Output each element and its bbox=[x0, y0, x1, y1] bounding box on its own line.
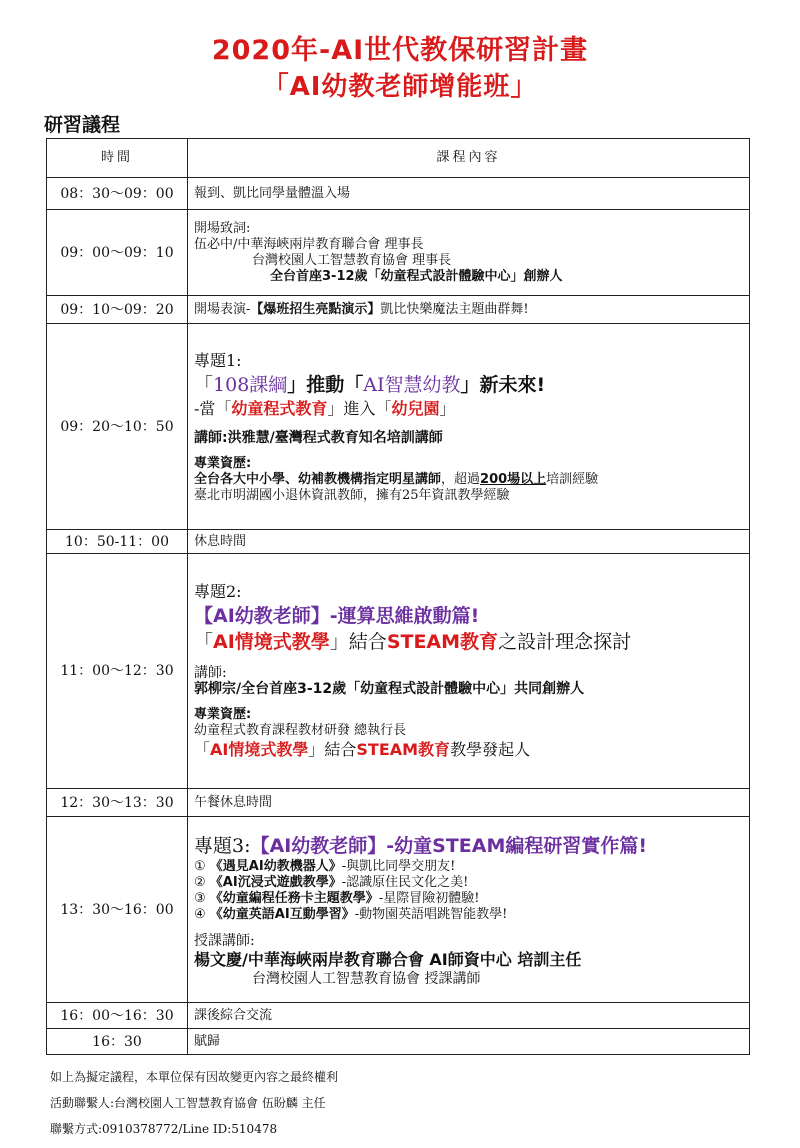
opening-label: 開場致詞: bbox=[194, 220, 251, 236]
text-segment: 【AI幼教老師】-幼童STEAM編程研習實作篇! bbox=[250, 834, 648, 857]
topic-headline bbox=[194, 372, 743, 398]
text-segment: -與凱比同學交朋友! bbox=[341, 858, 456, 874]
time-cell: 10：50-11：00 bbox=[47, 530, 188, 554]
table-header-row bbox=[47, 139, 750, 178]
text-segment: 《幼童編程任務卡主題教學》 bbox=[209, 890, 379, 906]
text-segment: 「 bbox=[194, 373, 214, 396]
text-segment: -動物園英語唱跳智能教學! bbox=[354, 906, 508, 922]
text-segment: 《AI沉浸式遊戲教學》 bbox=[209, 874, 342, 890]
time-cell: 16：00～16：30 bbox=[47, 1003, 188, 1029]
text-segment: AI情境式教學 bbox=[210, 740, 309, 759]
text-segment: 」推動「 bbox=[287, 373, 364, 396]
time-cell: 11：00～12：30 bbox=[47, 554, 188, 789]
time-cell: 08：30～09：00 bbox=[47, 178, 188, 210]
experience-line bbox=[194, 472, 743, 488]
text-segment: 」進入「 bbox=[327, 398, 392, 418]
schedule-table bbox=[46, 138, 750, 1055]
speaker-label: 講師: bbox=[194, 665, 227, 681]
content-cell bbox=[188, 296, 750, 324]
text-segment: AI情境式教學 bbox=[213, 631, 330, 653]
footer-contact: 活動聯繫人:台灣校園人工智慧教育協會 伍盼麟 主任 bbox=[50, 1096, 326, 1110]
content-cell bbox=[188, 210, 750, 296]
speaker-line: 台灣校園人工智慧教育協會 授課講師 bbox=[252, 970, 481, 987]
time-cell: 09：10～09：20 bbox=[47, 296, 188, 324]
text-segment: -認識原住民文化之美! bbox=[341, 874, 469, 890]
content-cell: 報到、凱比同學量體溫入場 bbox=[188, 178, 750, 210]
text-segment: 《幼童英語AI互動學習》 bbox=[209, 906, 355, 922]
content-cell: 休息時間 bbox=[188, 530, 750, 554]
speaker-line: 伍必中/中華海峽兩岸教育聯合會 理事長 bbox=[194, 236, 424, 252]
list-item bbox=[194, 875, 743, 891]
text-segment: 之設計理念探討 bbox=[498, 631, 632, 653]
text-segment: 「 bbox=[194, 631, 214, 653]
speaker-line: 台灣校園人工智慧教育協會 理事長 bbox=[252, 252, 452, 268]
text-segment: 「 bbox=[194, 740, 211, 759]
text-segment: 專題3: bbox=[194, 834, 251, 857]
content-cell: 課後綜合交流 bbox=[188, 1003, 750, 1029]
experience-label: 專業資歷: bbox=[194, 707, 252, 722]
topic-headline: 【AI幼教老師】-運算思維啟動篇! bbox=[194, 605, 480, 627]
table-row bbox=[47, 817, 750, 1003]
text-segment: 幼童程式教育 bbox=[231, 398, 328, 418]
section-heading: 研習議程 bbox=[44, 114, 121, 136]
text-segment: 教學發起人 bbox=[450, 740, 531, 759]
page-title: 2020年-AI世代教保研習計畫 bbox=[211, 35, 589, 66]
table-row bbox=[47, 210, 750, 296]
text-segment: 《遇見AI幼教機器人》 bbox=[209, 858, 342, 874]
text-segment: 全台各大中小學、幼補教機構指定明星講師 bbox=[194, 471, 442, 487]
experience-line: 幼童程式教育課程教材研發 總執行長 bbox=[194, 723, 407, 738]
footer-phone: 聯繫方式:0910378772/Line ID:510478 bbox=[50, 1122, 278, 1136]
time-cell: 16：30 bbox=[47, 1029, 188, 1055]
topic-subline bbox=[194, 398, 743, 420]
text-segment: 【爆班招生亮點演示】 bbox=[250, 301, 381, 317]
text-segment: STEAM教育 bbox=[356, 740, 451, 759]
speaker-line: 全台首座3-12歲「幼童程式設計體驗中心」創辦人 bbox=[270, 268, 563, 284]
content-cell: 賦歸 bbox=[188, 1029, 750, 1055]
text-segment: 凱比快樂魔法主題曲群舞! bbox=[380, 301, 529, 317]
text-segment: 」結合 bbox=[329, 631, 387, 653]
footer-note: 如上為擬定議程，本單位保有因故變更內容之最終權利 bbox=[50, 1070, 339, 1084]
topic-subline bbox=[194, 629, 743, 655]
text-segment: 」結合 bbox=[308, 740, 357, 759]
experience-line bbox=[194, 739, 743, 761]
table-row bbox=[47, 296, 750, 324]
experience-label: 專業資歷: bbox=[194, 455, 252, 471]
time-cell: 09：20～10：50 bbox=[47, 324, 188, 530]
table-row bbox=[47, 789, 750, 817]
content-cell: 午餐休息時間 bbox=[188, 789, 750, 817]
text-segment: 200場以上 bbox=[480, 471, 547, 487]
experience-line: 臺北市明湖國小退休資訊教師，擁有25年資訊教學經驗 bbox=[194, 487, 510, 503]
column-header-content: 課程內容 bbox=[188, 139, 750, 178]
list-item bbox=[194, 891, 743, 907]
text-segment: ，超過 bbox=[441, 471, 481, 487]
text-segment: 」 bbox=[439, 398, 456, 418]
time-cell: 13：30～16：00 bbox=[47, 817, 188, 1003]
table-row bbox=[47, 530, 750, 554]
topic-label: 專題2: bbox=[194, 582, 242, 601]
text-segment: 培訓經驗 bbox=[546, 471, 599, 487]
text-segment: 幼兒園 bbox=[391, 398, 440, 418]
text-segment: 」新未來! bbox=[460, 373, 546, 396]
time-cell: 12：30～13：30 bbox=[47, 789, 188, 817]
text-segment: AI智慧幼教 bbox=[363, 373, 461, 396]
table-row bbox=[47, 1029, 750, 1055]
table-row bbox=[47, 554, 750, 789]
table-row bbox=[47, 1003, 750, 1029]
text-segment: 108課綱 bbox=[213, 373, 288, 396]
content-cell bbox=[188, 554, 750, 789]
topic-label: 專題1: bbox=[194, 350, 242, 370]
table-row bbox=[47, 178, 750, 210]
speaker-line: 郭柳宗/全台首座3-12歲「幼童程式設計體驗中心」共同創辦人 bbox=[194, 681, 585, 697]
item-number: ① bbox=[194, 858, 206, 874]
item-number: ② bbox=[194, 874, 206, 890]
text-segment: 開場表演- bbox=[194, 301, 251, 317]
item-number: ③ bbox=[194, 890, 206, 906]
column-header-time: 時間 bbox=[47, 139, 188, 178]
text-segment: STEAM教育 bbox=[386, 631, 499, 653]
content-cell bbox=[188, 817, 750, 1003]
content-cell bbox=[188, 324, 750, 530]
table-row bbox=[47, 324, 750, 530]
speaker-line: 楊文慶/中華海峽兩岸教育聯合會 AI師資中心 培訓主任 bbox=[194, 949, 582, 969]
text-segment: -當「 bbox=[194, 398, 232, 418]
page-subtitle: 「AI幼教老師增能班」 bbox=[262, 72, 538, 102]
speaker-label: 授課講師: bbox=[194, 932, 255, 949]
list-item bbox=[194, 859, 743, 875]
time-cell: 09：00～09：10 bbox=[47, 210, 188, 296]
speaker-line: 講師:洪雅慧/臺灣程式教育知名培訓講師 bbox=[194, 429, 443, 446]
topic-headline bbox=[194, 833, 743, 859]
text-segment: -星際冒險初體驗! bbox=[378, 890, 480, 906]
item-number: ④ bbox=[194, 906, 206, 922]
list-item bbox=[194, 907, 743, 923]
